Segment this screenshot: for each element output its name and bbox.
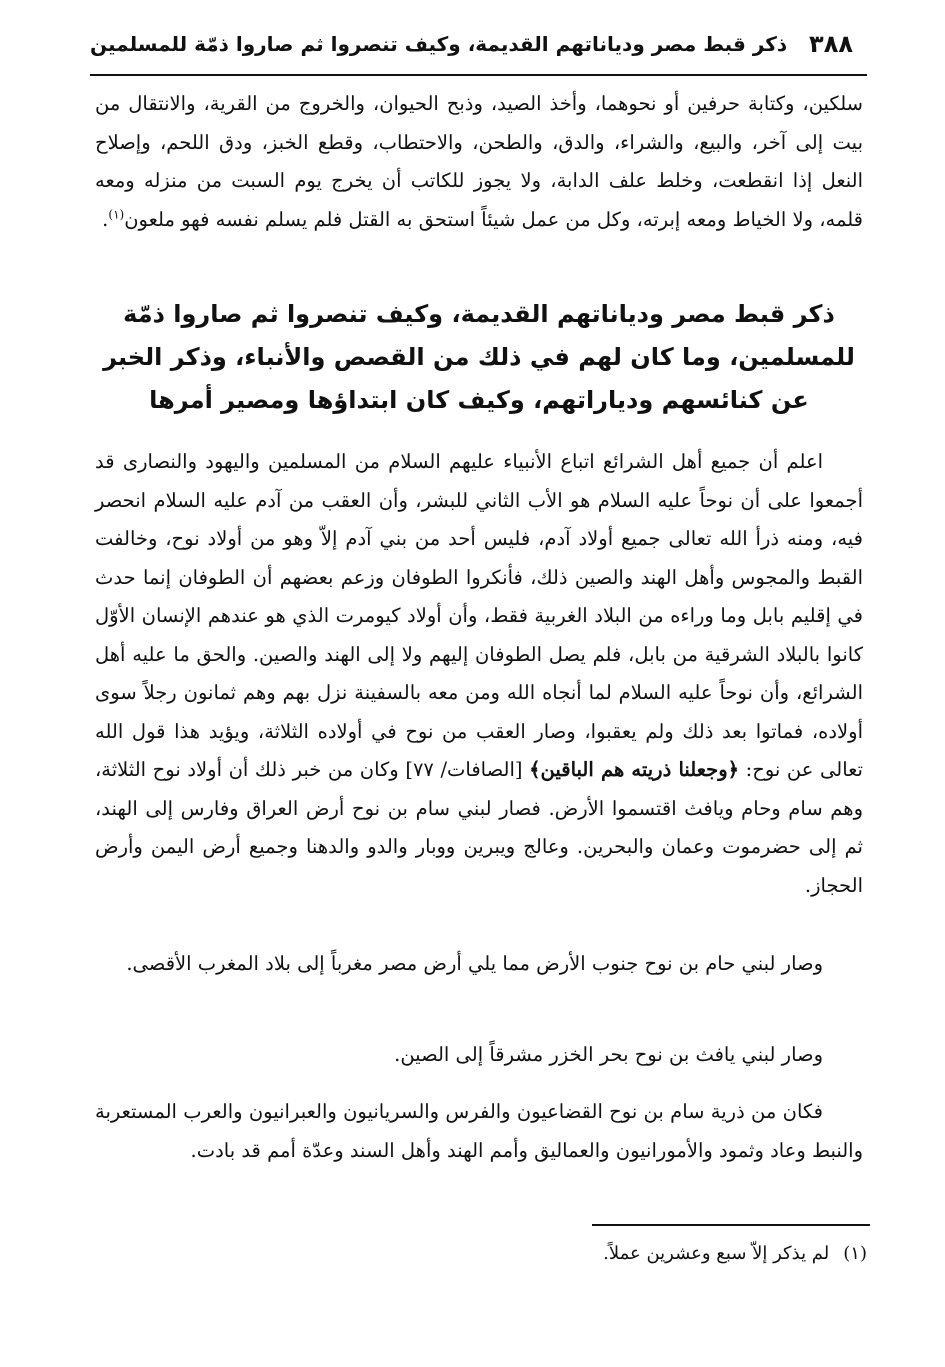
main-paragraph <box>95 443 863 905</box>
main-paragraph-text: اعلم أن جميع أهل الشرائع اتباع الأنبياء عليهم السلام من المسلمين واليهود والنصارى قد أجمعوا على أن نوحاً عليه السلام هو الأب الثاني للبشر، وأن العقب من آدم عليه السلام انحصر فيه، ومنه ذرأ الله تعالى جميع أولاد آدم، فليس أحد من بني آدم إلاّ وهو من أولاد نوح، وخالفت القبط والمجوس وأهل الهند والصين ذلك، فأنكروا الطوفان وزعم بعضهم أن الطوفان إنما حدث في إقليم بابل وما وراءه من البلاد الغربية فقط، وأن أولاد كيومرت الذي هو عندهم الإنسان الأوّل كانوا بالبلاد الشرقية من بابل، فلم يصل الطوفان إليهم ولا إلى الهند والصين. والحق ما عليه أهل الشرائع، وأن نوحاً عليه السلام لما أنجاه الله ومن معه بالسفينة نزل بهم وهم ثمانون رجلاً سوى أولاده، فماتوا بعد ذلك ولم يعقبوا، وصار العقب من نوح في أولاده الثلاثة، ويؤيد هذا قول الله تعالى عن نوح: <box>95 450 863 781</box>
running-title: ذكر قبط مصر ودياناتهم القديمة، وكيف تنصروا ثم صاروا ذمّة للمسلمين <box>90 32 788 56</box>
paragraph-ham-text: وصار لبني حام بن نوح جنوب الأرض مما يلي أرض مصر مغرباً إلى بلاد المغرب الأقصى. <box>126 952 823 975</box>
footnote-marker: (١) <box>108 207 125 221</box>
footnote-text: لم يذكر إلاّ سبع وعشرين عملاً. <box>603 1243 830 1264</box>
top-paragraph-text: سلكين، وكتابة حرفين أو نحوهما، وأخذ الصيد، وذبح الحيوان، والخروج من القرية، والانتقال من بيت إلى آخر، والبيع، والشراء، والدق، والطحن، والاحتطاب، وقطع الخبز، ودق اللحم، وإصلاح النعل إذا انقطعت، وخلط علف الدابة، ولا يجوز للكاتب أن يخرج يوم السبت من منزله ومعه قلمه، ولا الخياط ومعه إبرته، وكل من عمل شيئاً استحق به القتل فلم يسلم نفسه فهو ملعون <box>95 92 863 231</box>
top-paragraph <box>95 85 863 239</box>
quran-quote: ﴿وجعلنا ذريته هم الباقين﴾ <box>529 758 740 781</box>
top-paragraph-end: . <box>102 207 109 231</box>
main-paragraph-continuation: [الصافات/ ٧٧] وكان من خبر ذلك أن أولاد نوح الثلاثة، وهم سام وحام ويافث اقتسموا الأرض. فصار لبني سام بن نوح أرض العراق وفارس إلى الهند، ثم إلى حضرموت وعمان والبحرين. وعالج ويبرين ووبار والدو والدهنا وجميع أرض اليمن وأرض الحجاز. <box>95 758 863 897</box>
page-number: ٣٨٨ <box>809 30 853 58</box>
paragraph-sam-text: فكان من ذرية سام بن نوح القضاعيون والفرس والسريانيون والعبرانيون والعرب المستعربة والنبط وعاد وثمود والأمورانيون والعماليق وأمم الهند وأهل السند وعدّة أمم قد بادت. <box>95 1100 863 1162</box>
paragraph-ham <box>95 945 863 984</box>
footnote-rule <box>592 1224 870 1226</box>
footnote-number: (١) <box>843 1243 867 1264</box>
paragraph-sam <box>95 1093 863 1170</box>
section-heading: ذكر قبط مصر ودياناتهم القديمة، وكيف تنصروا ثم صاروا ذمّة للمسلمين، وما كان لهم في ذلك من القصص والأنباء، وذكر الخبر عن كنائسهم ودياراتهم، وكيف كان ابتداؤها ومصير أمرها <box>103 300 855 414</box>
paragraph-yafith <box>95 1036 863 1075</box>
footnote <box>603 1238 867 1270</box>
paragraph-yafith-text: وصار لبني يافث بن نوح بحر الخزر مشرقاً إلى الصين. <box>394 1043 823 1066</box>
running-header <box>90 24 853 64</box>
header-rule <box>90 74 867 76</box>
